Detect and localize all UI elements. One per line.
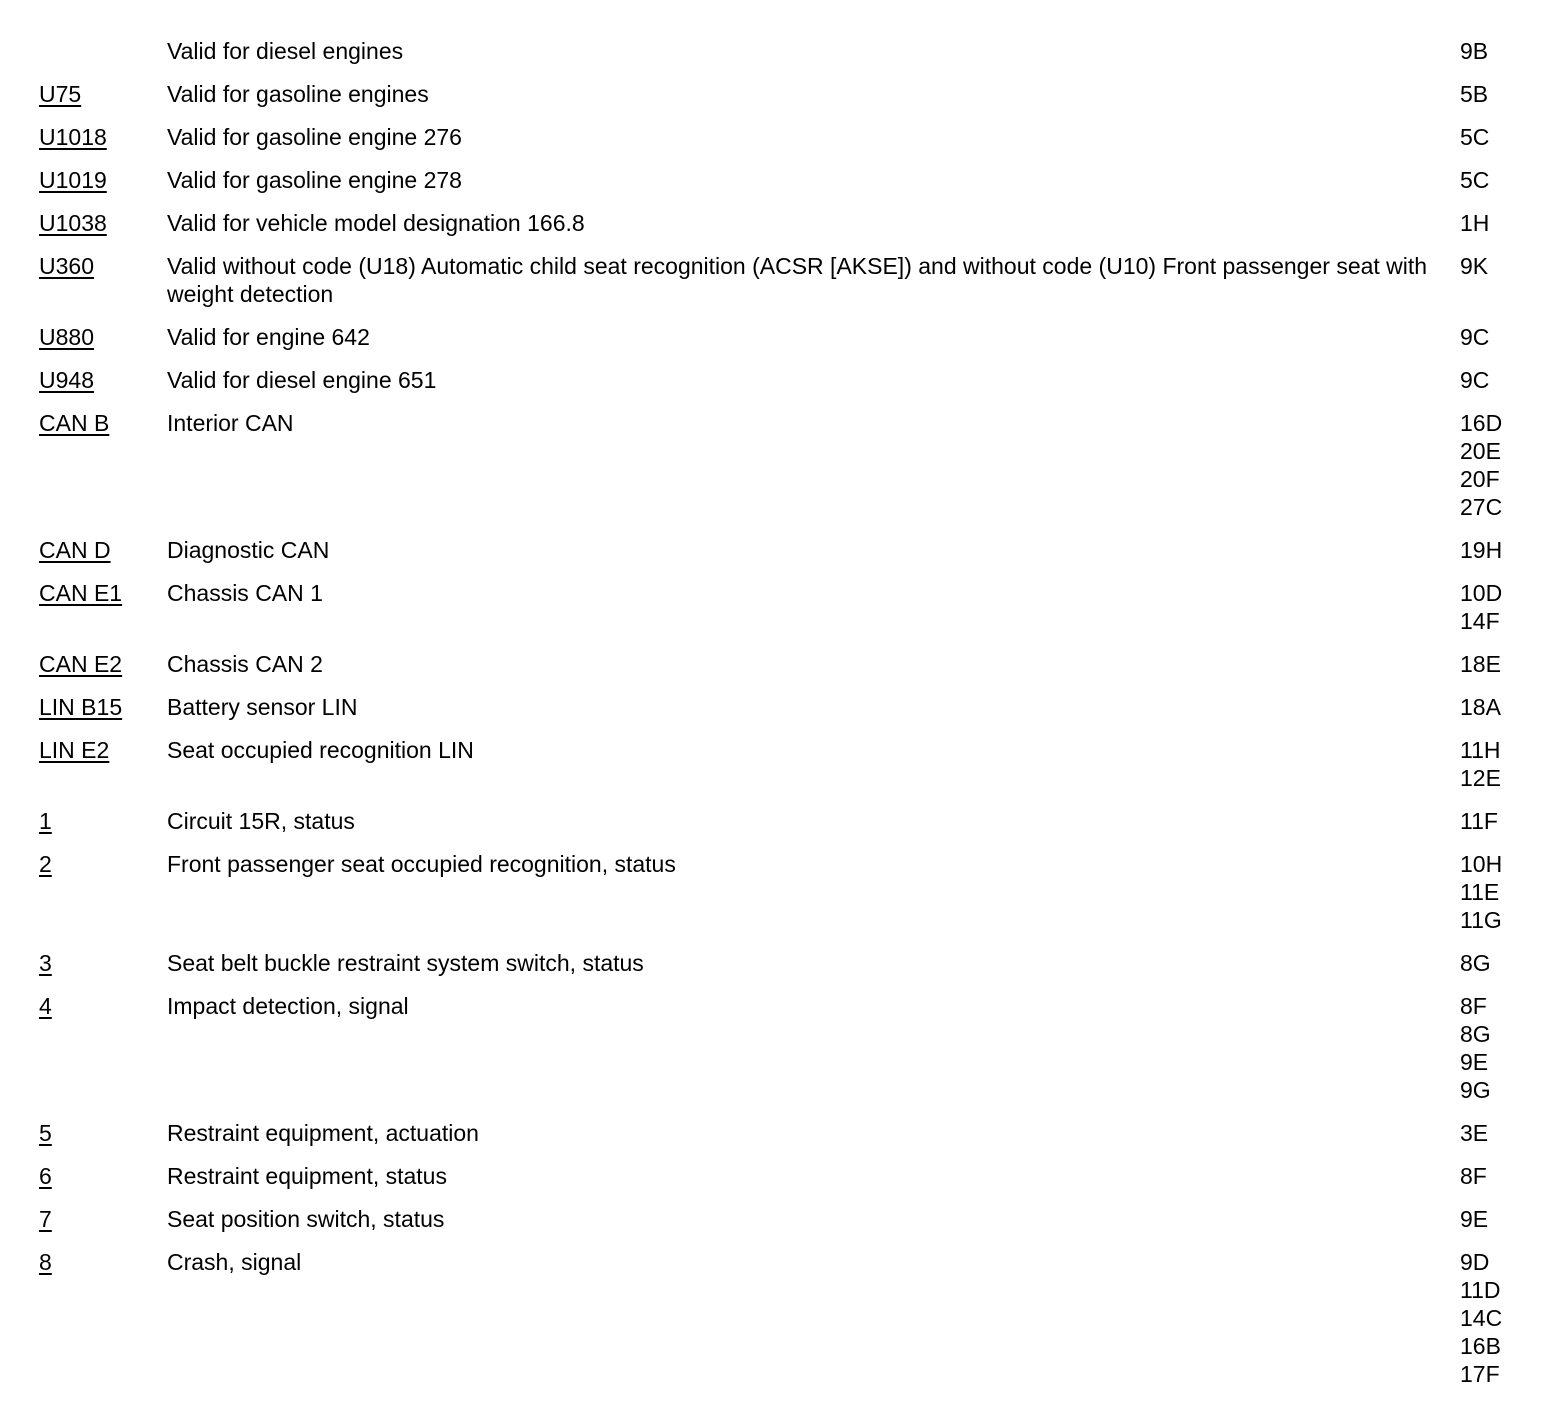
legend-description: Chassis CAN 1 bbox=[167, 580, 323, 606]
legend-code-link[interactable]: 6 bbox=[39, 1163, 52, 1189]
grid-reference: 12E bbox=[1460, 765, 1501, 791]
legend-code-link[interactable]: 3 bbox=[39, 950, 52, 976]
grid-reference: 11E bbox=[1460, 879, 1500, 905]
grid-reference: 5C bbox=[1460, 167, 1490, 193]
grid-reference: 9K bbox=[1460, 253, 1489, 279]
legend-description: Diagnostic CAN bbox=[167, 537, 330, 563]
legend-references bbox=[1460, 579, 1502, 635]
legend-description: Front passenger seat occupied recognition, status bbox=[167, 851, 676, 877]
legend-references bbox=[1460, 252, 1488, 280]
legend-description: Crash, signal bbox=[167, 1249, 302, 1275]
legend-references bbox=[1460, 80, 1488, 108]
legend-description: Interior CAN bbox=[167, 410, 294, 436]
grid-reference: 9C bbox=[1460, 324, 1490, 350]
grid-reference: 14F bbox=[1460, 608, 1500, 634]
legend-description: Circuit 15R, status bbox=[167, 808, 355, 834]
grid-reference: 5C bbox=[1460, 124, 1490, 150]
legend-code-link[interactable]: U1018 bbox=[39, 124, 107, 150]
grid-reference: 9E bbox=[1460, 1049, 1489, 1075]
legend-references bbox=[1460, 1248, 1502, 1388]
grid-reference: 10H bbox=[1460, 851, 1503, 877]
legend-description: Chassis CAN 2 bbox=[167, 651, 323, 677]
legend-code-link[interactable]: 7 bbox=[39, 1206, 52, 1232]
grid-reference: 18A bbox=[1460, 694, 1501, 720]
legend-references bbox=[1460, 123, 1489, 151]
legend-description: Valid for gasoline engines bbox=[167, 81, 429, 107]
legend-references bbox=[1460, 850, 1502, 934]
legend-references bbox=[1460, 992, 1491, 1104]
grid-reference: 19H bbox=[1460, 537, 1503, 563]
legend-references bbox=[1460, 1162, 1487, 1190]
grid-reference: 11D bbox=[1460, 1277, 1501, 1303]
legend-description: Restraint equipment, status bbox=[167, 1163, 447, 1189]
legend-references bbox=[1460, 166, 1489, 194]
grid-reference: 9B bbox=[1460, 38, 1489, 64]
legend-code-link[interactable]: 2 bbox=[39, 851, 52, 877]
grid-reference: 14C bbox=[1460, 1305, 1503, 1331]
legend-code-link[interactable]: LIN E2 bbox=[39, 737, 110, 763]
legend-references bbox=[1460, 693, 1501, 721]
legend-code-link[interactable]: 1 bbox=[39, 808, 52, 834]
legend-description: Valid for gasoline engine 276 bbox=[167, 124, 462, 150]
grid-reference: 8F bbox=[1460, 1163, 1487, 1189]
grid-reference: 8G bbox=[1460, 950, 1491, 976]
grid-reference: 20E bbox=[1460, 438, 1501, 464]
legend-references bbox=[1460, 536, 1502, 564]
grid-reference: 11H bbox=[1460, 737, 1501, 763]
legend-references bbox=[1460, 650, 1501, 678]
legend-description: Seat occupied recognition LIN bbox=[167, 737, 474, 763]
legend-references bbox=[1460, 1119, 1488, 1147]
legend-references bbox=[1460, 366, 1489, 394]
grid-reference: 9G bbox=[1460, 1077, 1491, 1103]
grid-reference: 3E bbox=[1460, 1120, 1489, 1146]
legend-description: Battery sensor LIN bbox=[167, 694, 358, 720]
grid-reference: 9C bbox=[1460, 367, 1490, 393]
legend-code-link[interactable]: 4 bbox=[39, 993, 52, 1019]
legend-description: Seat belt buckle restraint system switch, status bbox=[167, 950, 644, 976]
legend-references bbox=[1460, 209, 1489, 237]
grid-reference: 8G bbox=[1460, 1021, 1491, 1047]
grid-reference: 9D bbox=[1460, 1249, 1490, 1275]
legend-code-link[interactable]: U1038 bbox=[39, 210, 107, 236]
legend-references bbox=[1460, 949, 1491, 977]
legend-code-link[interactable]: 8 bbox=[39, 1249, 52, 1275]
legend-code-link[interactable]: U75 bbox=[39, 81, 82, 107]
legend-description: Seat position switch, status bbox=[167, 1206, 445, 1232]
grid-reference: 10D bbox=[1460, 580, 1503, 606]
legend-code-link[interactable]: U360 bbox=[39, 253, 94, 279]
legend-references bbox=[1460, 323, 1489, 351]
grid-reference: 5B bbox=[1460, 81, 1489, 107]
grid-reference: 20F bbox=[1460, 466, 1500, 492]
legend-code-link[interactable]: LIN B15 bbox=[39, 694, 123, 720]
legend-description: Restraint equipment, actuation bbox=[167, 1120, 479, 1146]
grid-reference: 1H bbox=[1460, 210, 1490, 236]
legend-description: Valid without code (U18) Automatic child seat recognition (ACSR [AKSE]) and without code (U10) Front passenger seat with weight detection bbox=[167, 253, 1428, 307]
legend-description: Valid for engine 642 bbox=[167, 324, 370, 350]
legend-code-link[interactable]: U880 bbox=[39, 324, 94, 350]
legend-code-link[interactable]: U1019 bbox=[39, 167, 107, 193]
legend-references bbox=[1460, 736, 1501, 792]
legend-code-link[interactable]: CAN E2 bbox=[39, 651, 123, 677]
legend-references bbox=[1460, 37, 1488, 65]
legend-code-link[interactable]: 5 bbox=[39, 1120, 52, 1146]
grid-reference: 11G bbox=[1460, 907, 1502, 933]
grid-reference: 8F bbox=[1460, 993, 1487, 1019]
grid-reference: 18E bbox=[1460, 651, 1501, 677]
legend-description: Valid for diesel engines bbox=[167, 38, 404, 64]
grid-reference: 9E bbox=[1460, 1206, 1489, 1232]
legend-references bbox=[1460, 409, 1502, 521]
legend-description: Valid for diesel engine 651 bbox=[167, 367, 437, 393]
legend-code-link[interactable]: U948 bbox=[39, 367, 94, 393]
legend-code-link[interactable]: CAN D bbox=[39, 537, 111, 563]
legend-description: Valid for gasoline engine 278 bbox=[167, 167, 462, 193]
grid-reference: 11F bbox=[1460, 808, 1498, 834]
grid-reference: 27C bbox=[1460, 494, 1503, 520]
legend-description: Valid for vehicle model designation 166.8 bbox=[167, 210, 585, 236]
legend-code-link[interactable]: CAN B bbox=[39, 410, 110, 436]
grid-reference: 16B bbox=[1460, 1333, 1501, 1359]
legend-description: Impact detection, signal bbox=[167, 993, 409, 1019]
legend-references bbox=[1460, 807, 1498, 835]
grid-reference: 17F bbox=[1460, 1361, 1500, 1387]
grid-reference: 16D bbox=[1460, 410, 1503, 436]
legend-code-link[interactable]: CAN E1 bbox=[39, 580, 123, 606]
legend-references bbox=[1460, 1205, 1488, 1233]
